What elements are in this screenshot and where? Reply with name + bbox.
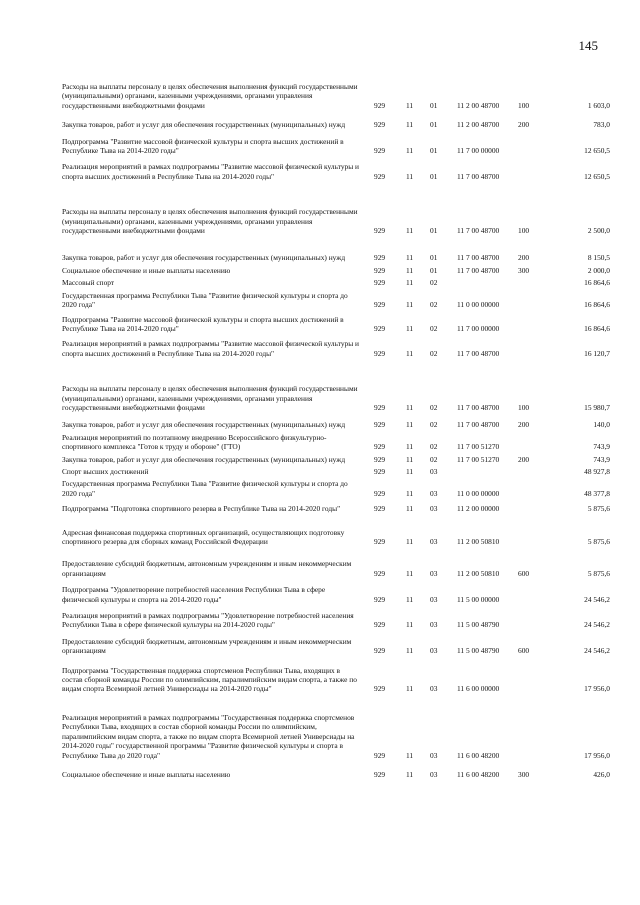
cell-csr: 11 6 00 48200 (457, 750, 500, 760)
cell-pr: 01 (430, 265, 438, 275)
cell-sum: 8 150,5 (587, 253, 610, 263)
cell-rz: 11 (406, 594, 414, 604)
cell-csr: 11 7 00 48700 (457, 253, 500, 263)
cell-sum: 16 864,6 (584, 300, 610, 310)
cell-sum: 426,0 (593, 769, 610, 779)
cell-vr: 100 (518, 402, 530, 412)
cell-code: 929 (374, 442, 386, 452)
table-row (62, 339, 610, 358)
cell-csr: 11 6 00 48200 (457, 769, 500, 779)
cell-code: 929 (374, 750, 386, 760)
table-row (62, 528, 610, 547)
cell-csr: 11 5 00 00000 (457, 594, 500, 604)
cell-csr: 11 7 00 48700 (457, 348, 500, 358)
cell-sum: 16 864,6 (584, 278, 610, 288)
row-description: Реализация мероприятий по поэтапному внедрению Всероссийского физкультурно-спортивного комплекса "Готов к труду и обороне" (ГТО) (62, 432, 327, 452)
cell-vr: 200 (518, 454, 530, 464)
cell-pr: 03 (430, 488, 438, 498)
cell-csr: 11 7 00 51270 (457, 454, 500, 464)
cell-pr: 03 (430, 750, 438, 760)
cell-pr: 03 (430, 594, 438, 604)
cell-csr: 11 7 00 48700 (457, 420, 500, 430)
cell-pr: 02 (430, 402, 438, 412)
cell-csr: 11 7 00 51270 (457, 442, 500, 452)
table-row (62, 504, 610, 513)
cell-sum: 743,9 (593, 454, 610, 464)
cell-rz: 11 (406, 278, 414, 288)
cell-code: 929 (374, 402, 386, 412)
cell-pr: 03 (430, 684, 438, 694)
cell-csr: 11 7 00 48700 (457, 171, 500, 181)
budget-table (62, 78, 610, 779)
cell-code: 929 (374, 226, 386, 236)
table-row (62, 479, 610, 498)
row-description: Реализация мероприятий в рамках подпрограммы "Развитие массовой физической культуры и спорта высших достижений в Республике Тыва на 2014-2020 годы" (62, 339, 359, 358)
row-description: Реализация мероприятий в рамках подпрограммы "Государственная поддержка спортсменов Республики Тыва, входящих в состав сборной команды России по олимпийским, паралимпийским видам спорта, а также по видам спорта Всемирной летней Универсиады на 2014-2020 годы" государственной программы "Развитие физической культуры и спорта в Республике Тыва до 2020 года" (62, 712, 355, 760)
table-row (62, 770, 610, 779)
cell-pr: 01 (430, 226, 438, 236)
cell-rz: 11 (406, 323, 414, 333)
cell-pr: 03 (430, 466, 438, 476)
cell-rz: 11 (406, 488, 414, 498)
row-description: Социальное обеспечение и иные выплаты населению (62, 769, 231, 779)
cell-rz: 11 (406, 265, 414, 275)
cell-sum: 1 603,0 (587, 100, 610, 110)
cell-sum: 783,0 (593, 120, 610, 130)
row-description: Подпрограмма "Подготовка спортивного резерва в Республике Тыва на 2014-2020 годы" (62, 504, 341, 514)
cell-rz: 11 (406, 504, 414, 514)
cell-code: 929 (374, 278, 386, 288)
cell-pr: 01 (430, 120, 438, 130)
cell-rz: 11 (406, 454, 414, 464)
table-row (62, 384, 610, 412)
row-description: Расходы на выплаты персоналу в целях обеспечения выполнения функций государственными (муниципальными) органами, казенными учреждениями, органами управления государственными внебюджетными фондами (62, 82, 358, 110)
cell-pr: 03 (430, 537, 438, 546)
row-description: Подпрограмма "Развитие массовой физической культуры и спорта высших достижений в Республике Тыва на 2014-2020 годы" (62, 314, 344, 333)
table-row (62, 207, 610, 235)
cell-csr: 11 2 00 48700 (457, 100, 500, 110)
cell-code: 929 (374, 323, 386, 333)
cell-pr: 03 (430, 568, 438, 578)
cell-rz: 11 (406, 750, 414, 760)
cell-code: 929 (374, 684, 386, 694)
cell-sum: 140,0 (593, 420, 610, 430)
cell-code: 929 (374, 594, 386, 604)
cell-pr: 02 (430, 442, 438, 452)
cell-pr: 02 (430, 420, 438, 430)
cell-vr: 100 (518, 100, 530, 110)
cell-sum: 15 980,7 (584, 402, 610, 412)
cell-code: 929 (374, 769, 386, 779)
cell-rz: 11 (406, 537, 414, 546)
row-description: Расходы на выплаты персоналу в целях обеспечения выполнения функций государственными (муниципальными) органами, казенными учреждениями, органами управления государственными внебюджетными фондами (62, 384, 358, 412)
cell-code: 929 (374, 300, 386, 310)
cell-code: 929 (374, 120, 386, 130)
cell-sum: 5 875,6 (587, 537, 610, 546)
cell-rz: 11 (406, 684, 414, 694)
cell-code: 929 (374, 620, 386, 630)
cell-vr: 200 (518, 420, 530, 430)
cell-code: 929 (374, 646, 386, 656)
cell-sum: 16 120,7 (584, 348, 610, 358)
cell-pr: 02 (430, 454, 438, 464)
cell-pr: 03 (430, 504, 438, 514)
table-row (62, 559, 610, 578)
table-row (62, 315, 610, 334)
table-row (62, 420, 610, 429)
cell-rz: 11 (406, 253, 414, 263)
row-description: Подпрограмма "Удовлетворение потребностей населения Республики Тыва в сфере физической культуры и спорта на 2014-2020 годы" (62, 585, 326, 604)
cell-pr: 02 (430, 300, 438, 310)
cell-pr: 03 (430, 620, 438, 630)
table-row (62, 266, 610, 275)
cell-rz: 11 (406, 100, 414, 110)
cell-sum: 2 500,0 (587, 226, 610, 236)
row-description: Закупка товаров, работ и услуг для обеспечения государственных (муниципальных) нужд (62, 120, 346, 130)
cell-vr: 200 (518, 253, 530, 263)
cell-code: 929 (374, 348, 386, 358)
cell-sum: 743,9 (593, 442, 610, 452)
cell-rz: 11 (406, 402, 414, 412)
cell-sum: 17 956,0 (584, 750, 610, 760)
cell-rz: 11 (406, 442, 414, 452)
cell-pr: 02 (430, 348, 438, 358)
cell-rz: 11 (406, 120, 414, 130)
cell-rz: 11 (406, 146, 414, 156)
page-number: 145 (578, 38, 598, 53)
cell-sum: 16 864,6 (584, 323, 610, 333)
cell-rz: 11 (406, 348, 414, 358)
cell-rz: 11 (406, 300, 414, 310)
row-description: Реализация мероприятий в рамках подпрограммы "Развитие массовой физической культуры и спорта высших достижений в Республике Тыва на 2014-2020 годы" (62, 162, 359, 181)
cell-csr: 11 7 00 00000 (457, 146, 500, 156)
cell-csr: 11 5 00 48790 (457, 620, 500, 630)
cell-pr: 01 (430, 171, 438, 181)
cell-sum: 5 875,6 (587, 504, 610, 514)
cell-csr: 11 0 00 00000 (457, 300, 500, 310)
table-row (62, 291, 610, 310)
cell-csr: 11 5 00 48790 (457, 646, 500, 656)
cell-code: 929 (374, 171, 386, 181)
table-row (62, 611, 610, 630)
cell-csr: 11 2 00 48700 (457, 120, 500, 130)
row-description: Закупка товаров, работ и услуг для обеспечения государственных (муниципальных) нужд (62, 454, 346, 464)
cell-rz: 11 (406, 171, 414, 181)
cell-pr: 01 (430, 146, 438, 156)
table-row (62, 713, 610, 760)
cell-csr: 11 7 00 00000 (457, 323, 500, 333)
cell-rz: 11 (406, 769, 414, 779)
row-description: Закупка товаров, работ и услуг для обеспечения государственных (муниципальных) нужд (62, 253, 346, 263)
cell-sum: 24 546,2 (584, 620, 610, 630)
cell-rz: 11 (406, 568, 414, 578)
row-description: Закупка товаров, работ и услуг для обеспечения государственных (муниципальных) нужд (62, 420, 346, 430)
cell-code: 929 (374, 100, 386, 110)
cell-rz: 11 (406, 226, 414, 236)
row-description: Государственная программа Республики Тыва "Развитие физической культуры и спорта до 2020 года" (62, 290, 348, 310)
table-row (62, 137, 610, 156)
cell-sum: 48 377,8 (584, 488, 610, 498)
table-row (62, 120, 610, 129)
cell-pr: 02 (430, 278, 438, 288)
row-description: Предоставление субсидий бюджетным, автономным учреждениям и иным некоммерческим организациям (62, 636, 352, 656)
table-row (62, 82, 610, 110)
cell-rz: 11 (406, 620, 414, 630)
row-description: Реализация мероприятий в рамках подпрограммы "Удовлетворение потребностей населения Республики Тыва в сфере физической культуры на 2014-2020 годы" (62, 611, 354, 630)
table-row (62, 585, 610, 604)
cell-csr: 11 0 00 00000 (457, 488, 500, 498)
table-row (62, 637, 610, 656)
cell-rz: 11 (406, 466, 414, 476)
cell-vr: 600 (518, 568, 530, 578)
row-description: Подпрограмма "Развитие массовой физической культуры и спорта высших достижений в Республике Тыва на 2014-2020 годы" (62, 136, 344, 156)
cell-code: 929 (374, 265, 386, 275)
cell-csr: 11 7 00 48700 (457, 402, 500, 412)
cell-csr: 11 7 00 48700 (457, 226, 500, 236)
cell-code: 929 (374, 488, 386, 498)
cell-csr: 11 6 00 00000 (457, 684, 500, 694)
cell-pr: 02 (430, 323, 438, 333)
cell-vr: 100 (518, 226, 530, 236)
cell-vr: 600 (518, 646, 530, 656)
cell-rz: 11 (406, 646, 414, 656)
table-row (62, 455, 610, 464)
row-description: Адресная финансовая поддержка спортивных организаций, осуществляющих подготовку спортивного резерва для сборных команд Российской Федерации (62, 527, 345, 546)
table-row (62, 467, 610, 476)
cell-pr: 03 (430, 646, 438, 656)
cell-pr: 03 (430, 769, 438, 779)
cell-code: 929 (374, 466, 386, 476)
cell-sum: 12 650,5 (584, 171, 610, 181)
cell-code: 929 (374, 454, 386, 464)
row-description: Спорт высших достижений (62, 466, 149, 476)
table-row (62, 433, 610, 452)
cell-code: 929 (374, 146, 386, 156)
table-row (62, 278, 610, 287)
cell-code: 929 (374, 253, 386, 263)
cell-sum: 2 000,0 (587, 265, 610, 275)
cell-vr: 300 (518, 265, 530, 275)
row-description: Расходы на выплаты персоналу в целях обеспечения выполнения функций государственными (муниципальными) органами, казенными учреждениями, органами управления государственными внебюджетными фондами (62, 207, 358, 236)
row-description: Государственная программа Республики Тыва "Развитие физической культуры и спорта до 2020 года" (62, 479, 348, 498)
table-row (62, 162, 610, 181)
cell-csr: 11 7 00 48700 (457, 265, 500, 275)
cell-code: 929 (374, 504, 386, 514)
cell-csr: 11 2 00 50810 (457, 568, 500, 578)
row-description: Массовый спорт (62, 278, 115, 288)
cell-sum: 12 650,5 (584, 146, 610, 156)
cell-sum: 5 875,6 (587, 568, 610, 578)
row-description: Предоставление субсидий бюджетным, автономным учреждениям и иным некоммерческим организациям (62, 559, 352, 578)
cell-sum: 24 546,2 (584, 646, 610, 656)
cell-code: 929 (374, 420, 386, 430)
table-row (62, 666, 610, 694)
cell-sum: 24 546,2 (584, 594, 610, 604)
cell-pr: 01 (430, 100, 438, 110)
cell-csr: 11 2 00 00000 (457, 504, 500, 514)
row-description: Социальное обеспечение и иные выплаты населению (62, 265, 231, 275)
row-description: Подпрограмма "Государственная поддержка спортсменов Республики Тыва, входящих в состав сборной команды России по олимпийским, паралимпийским видам спорта, а также по видам спорта Всемирной летней Универсиады на 2014-2020 годы" (62, 665, 357, 694)
cell-code: 929 (374, 537, 386, 546)
cell-code: 929 (374, 568, 386, 578)
cell-sum: 17 956,0 (584, 684, 610, 694)
cell-pr: 01 (430, 253, 438, 263)
cell-vr: 300 (518, 769, 530, 779)
cell-sum: 48 927,8 (584, 466, 610, 476)
cell-csr: 11 2 00 50810 (457, 537, 500, 546)
cell-rz: 11 (406, 420, 414, 430)
table-row (62, 253, 610, 262)
cell-vr: 200 (518, 120, 530, 130)
